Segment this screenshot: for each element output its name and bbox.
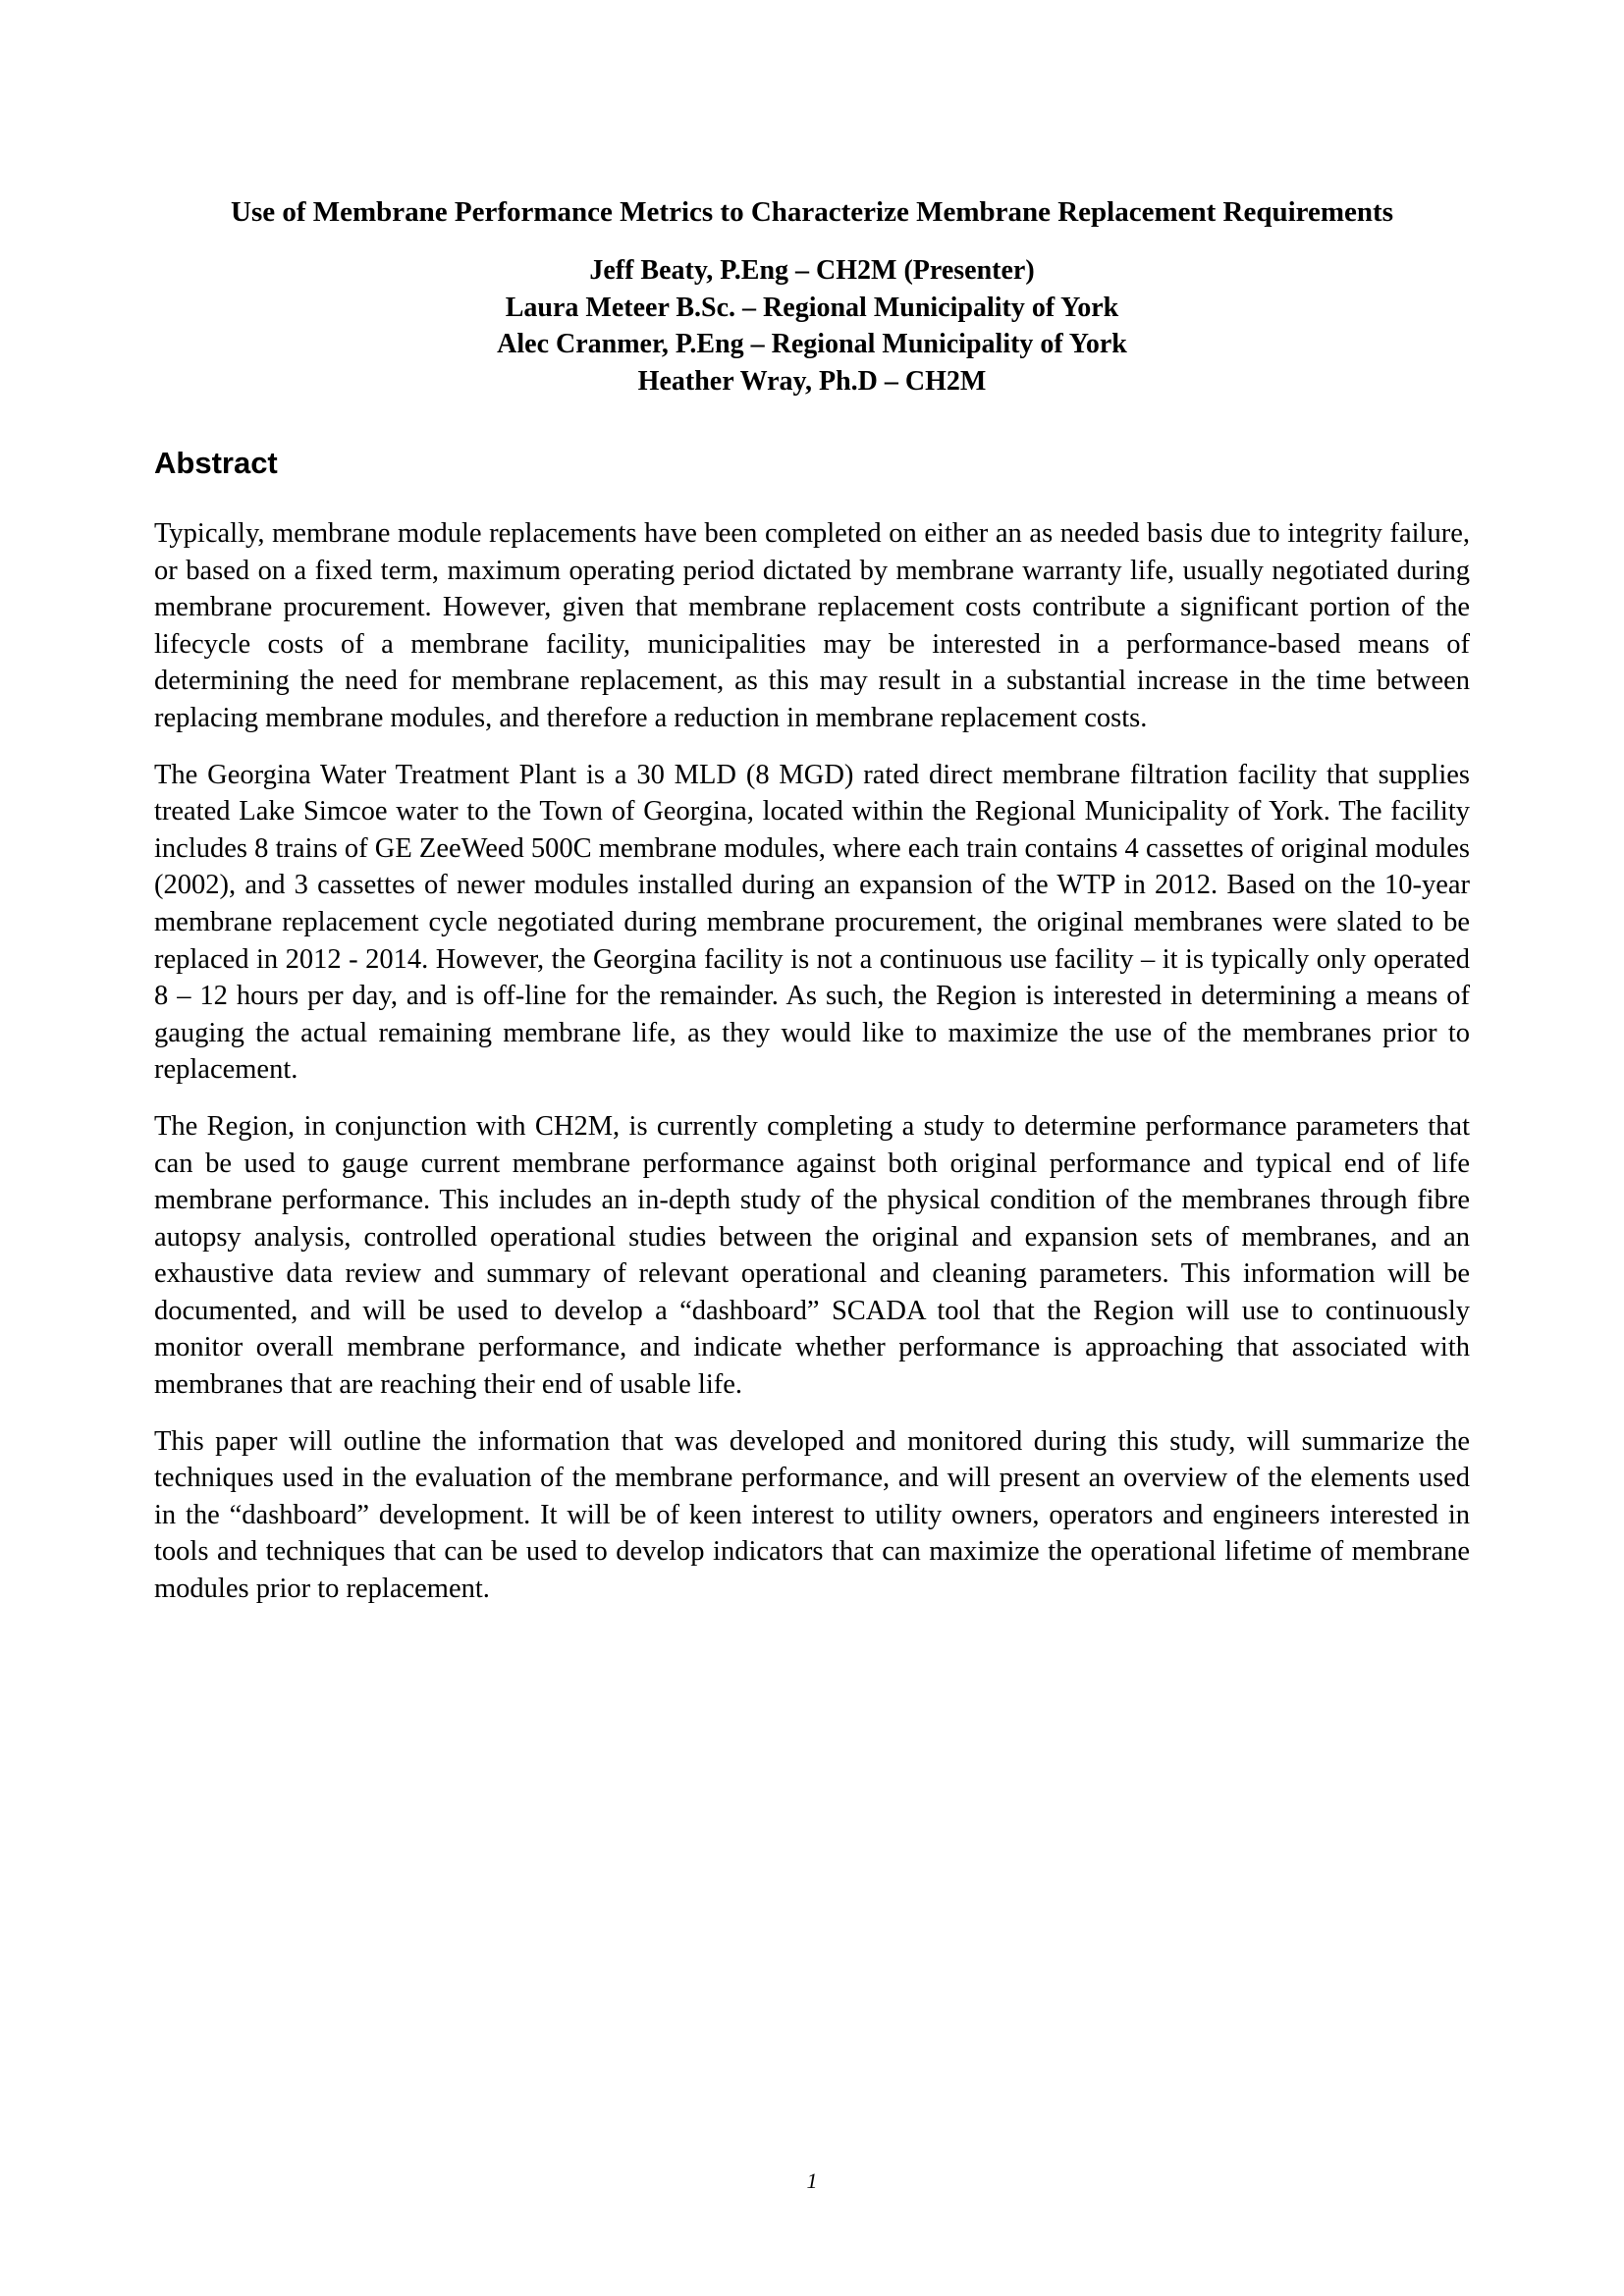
paper-title: Use of Membrane Performance Metrics to Characterize Membrane Replacement Requirements <box>231 196 1393 228</box>
abstract-body <box>154 515 1470 1608</box>
author-line-1: Jeff Beaty, P.Eng – CH2M (Presenter) <box>589 255 1035 286</box>
author-block <box>154 252 1470 400</box>
author-line-2: Laura Meteer B.Sc. – Regional Municipality of York <box>505 292 1119 323</box>
page-number: 1 <box>806 2168 818 2193</box>
abstract-paragraph-4: This paper will outline the information that was developed and monitored during this study, will summarize the techniques used in the evaluation of the membrane performance, and will present an overview of the elements used in the “dashboard” development. It will be of keen interest to utility owners, operators and engineers interested in tools and techniques that can be used to develop indicators that can maximize the operational lifetime of membrane modules prior to replacement. <box>154 1425 1470 1605</box>
abstract-paragraph-3: The Region, in conjunction with CH2M, is currently completing a study to determine performance parameters that can be used to gauge current membrane performance against both original performance and typical end of life membrane performance. This includes an in-depth study of the physical condition of the membranes through fibre autopsy analysis, controlled operational studies between the original and expansion sets of membranes, and an exhaustive data review and summary of relevant operational and cleaning parameters. This information will be documented, and will be used to develop a “dashboard” SCADA tool that the Region will use to continuously monitor overall membrane performance, and indicate whether performance is approaching that associated with membranes that are reaching their end of usable life. <box>154 1110 1470 1401</box>
author-line-4: Heather Wray, Ph.D – CH2M <box>637 365 987 397</box>
abstract-paragraph-1: Typically, membrane module replacements have been completed on either an as needed basis due to integrity failure, or based on a fixed term, maximum operating period dictated by membrane warranty life, usually negotiated during membrane procurement. However, given that membrane replacement costs contribute a significant portion of the lifecycle costs of a membrane facility, municipalities may be interested in a performance-based means of determining the need for membrane replacement, as this may result in a substantial increase in the time between replacing membrane modules, and therefore a reduction in membrane replacement costs. <box>154 518 1470 733</box>
author-line-3: Alec Cranmer, P.Eng – Regional Municipality of York <box>497 329 1127 359</box>
abstract-paragraph-2: The Georgina Water Treatment Plant is a 30 MLD (8 MGD) rated direct membrane filtration facility that supplies treated Lake Simcoe water to the Town of Georgina, located within the Regional Municipality of York. The facility includes 8 trains of GE ZeeWeed 500C membrane modules, where each train contains 4 cassettes of original modules (2002), and 3 cassettes of newer modules installed during an expansion of the WTP in 2012. Based on the 10-year membrane replacement cycle negotiated during membrane procurement, the original membranes were slated to be replaced in 2012 - 2014. However, the Georgina facility is not a continuous use facility – it is typically only operated 8 – 12 hours per day, and is off-line for the remainder. As such, the Region is interested in determining a means of gauging the actual remaining membrane life, as they would like to maximize the use of the membranes prior to replacement. <box>154 759 1470 1086</box>
abstract-heading: Abstract <box>154 446 278 480</box>
